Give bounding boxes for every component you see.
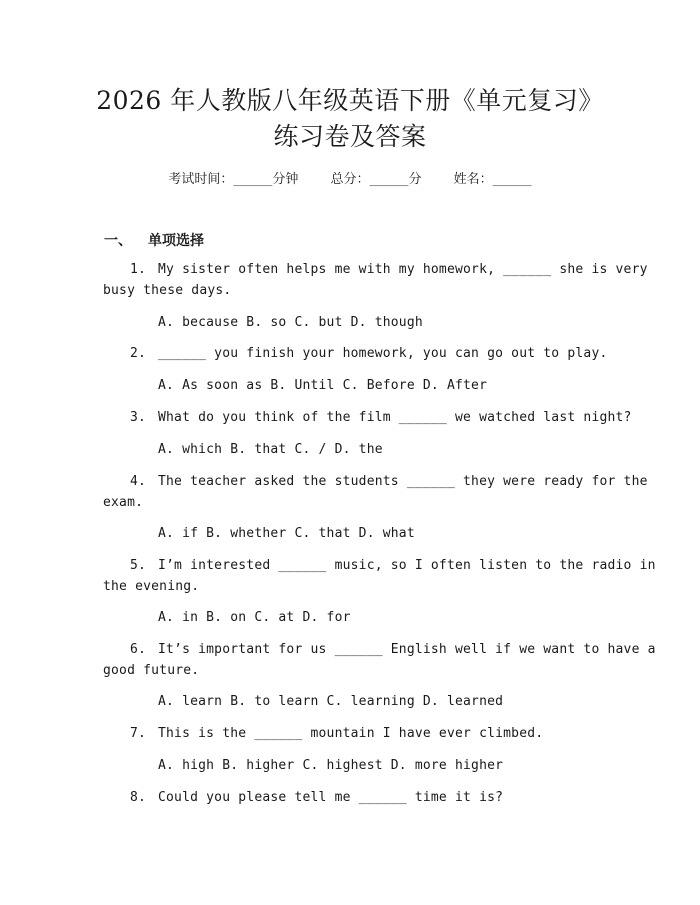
exam-student-name: 姓名：______ [453, 172, 532, 187]
question-text: The teacher asked the students ______ they were ready for the [158, 474, 648, 489]
question-1-options: A. because B. so C. but D. though [158, 315, 423, 330]
document-title-line-2: 练习卷及答案 [273, 122, 427, 151]
question-5-options: A. in B. on C. at D. for [158, 610, 351, 625]
question-6-continuation: good future. [103, 663, 200, 678]
question-number: 2. [130, 346, 147, 361]
question-number: 8. [130, 790, 147, 805]
question-1 [130, 262, 648, 277]
question-3-options: A. which B. that C. / D. the [158, 442, 383, 457]
question-1-continuation: busy these days. [103, 283, 232, 298]
question-3 [130, 410, 632, 425]
question-5-continuation: the evening. [103, 579, 200, 594]
question-2-options: A. As soon as B. Until C. Before D. After [158, 378, 488, 393]
question-number: 4. [130, 474, 147, 489]
section-number: 一、 [104, 233, 132, 249]
question-7-options: A. high B. higher C. highest D. more higher [158, 758, 504, 773]
question-5 [130, 558, 656, 573]
question-4-continuation: exam. [103, 495, 144, 510]
question-2 [130, 346, 608, 361]
exam-time: 考试时间：______分钟 [168, 172, 299, 187]
question-text: ______ you finish your homework, you can go out to play. [158, 346, 608, 361]
exam-meta [0, 168, 700, 187]
question-text: What do you think of the film ______ we watched last night? [158, 410, 632, 425]
section-heading [104, 230, 204, 250]
question-text: My sister often helps me with my homework, ______ she is very [158, 262, 648, 277]
question-4 [130, 474, 648, 489]
question-text: I’m interested ______ music, so I often listen to the radio in [158, 558, 656, 573]
question-number: 1. [130, 262, 147, 277]
question-number: 5. [130, 558, 147, 573]
document-title-line-1: 2026 年人教版八年级英语下册《单元复习》 [96, 86, 604, 115]
question-number: 3. [130, 410, 147, 425]
question-text: It’s important for us ______ English well if we want to have a [158, 642, 656, 657]
question-6 [130, 642, 656, 657]
question-text: This is the ______ mountain I have ever climbed. [158, 726, 544, 741]
question-8 [130, 790, 590, 805]
question-4-options: A. if B. whether C. that D. what [158, 526, 415, 541]
question-6-options: A. learn B. to learn C. learning D. learned [158, 694, 504, 709]
question-7 [130, 726, 590, 741]
question-text: Could you please tell me ______ time it is? [158, 790, 504, 805]
section-title: 单项选择 [148, 233, 204, 249]
question-number: 7. [130, 726, 147, 741]
exam-total-score: 总分：______分 [330, 172, 422, 187]
question-number: 6. [130, 642, 147, 657]
